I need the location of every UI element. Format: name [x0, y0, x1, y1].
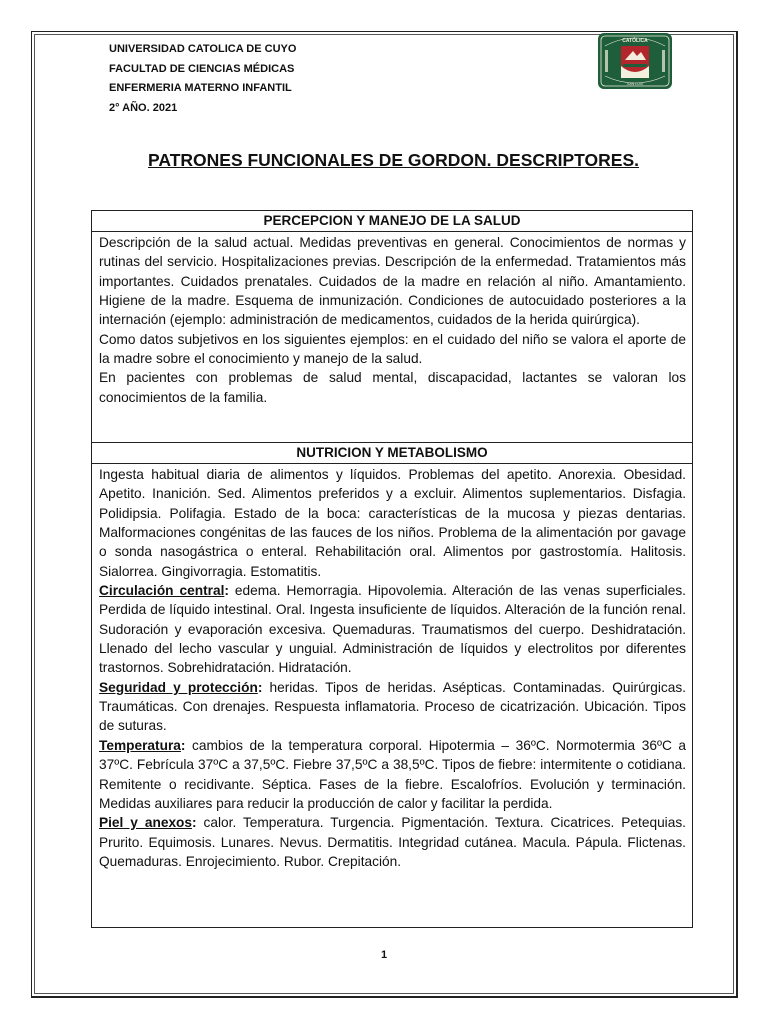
section-heading: NUTRICION Y METABOLISMO: [92, 443, 692, 464]
university-logo: [597, 32, 673, 90]
page-number: 1: [380, 949, 388, 961]
document-title: PATRONES FUNCIONALES DE GORDON. DESCRIPTORES.: [147, 150, 640, 170]
subsection-text: calor. Temperatura. Turgencia. Pigmentación. Textura. Cicatrices. Petequias. Prurito. Equimosis. Lunares. Nevus. Dermatitis. Integridad cutánea. Macula. Pápula. Flictenas. Quemaduras. Enrojecimiento. Rubor. Crepitación.: [99, 815, 686, 869]
section-body: [92, 464, 692, 871]
subsection-circulacion: Circulación central: edema. Hemorragia. Hipovolemia. Alteración de las venas superficiales. Perdida de líquido intestinal. Oral. Ingesta insuficiente de líquidos. Alteración de la función renal. Sudoración y evaporación excesiva. Quemaduras. Traumatismos del cuerpo. Deshidratación. Llenado del lecho vascular y unguial. Administración de líquidos y electrolitos por diferentes trastornos. Sobrehidratación. Hidratación.: [99, 583, 686, 676]
subsection-label: Seguridad y protección: [99, 679, 258, 695]
section-percepcion-salud: [91, 210, 693, 443]
subsection-text: edema. Hemorragia. Hipovolemia. Alteración de las venas superficiales. Perdida de líquido intestinal. Oral. Ingesta insuficiente de líquidos. Alteración de la función renal. Sudoración y evaporación excesiva. Quemaduras. Traumatismos del cuerpo. Deshidratación. Llenado del lecho vascular y unguial. Administración de líquidos y electrolitos por diferentes trastornos. Sobrehidratación. Hidratación.: [99, 583, 686, 676]
section-body: [92, 232, 692, 407]
subsection-piel: Piel y anexos: calor. Temperatura. Turgencia. Pigmentación. Textura. Cicatrices. Petequias. Prurito. Equimosis. Lunares. Nevus. Dermatitis. Integridad cutánea. Macula. Pápula. Flictenas. Quemaduras. Enrojecimiento. Rubor. Crepitación.: [99, 815, 686, 869]
subsection-label: Temperatura: [99, 737, 181, 753]
faculty-name: FACULTAD DE CIENCIAS MÉDICAS: [109, 62, 295, 75]
university-name: UNIVERSIDAD CATOLICA DE CUYO: [109, 43, 297, 55]
course-name: ENFERMERIA MATERNO INFANTIL: [109, 82, 292, 94]
paragraph: Descripción de la salud actual. Medidas preventivas en general. Conocimientos de normas y rutinas del servicio. Hospitalizaciones previas. Descripción de la enfermedad. Tratamientos más importantes. Cuidados prenatales. Cuidados de la madre en relación al niño. Amantamiento. Higiene de la madre. Esquema de inmunización. Condiciones de autocuidado posteriores a la internación (ejemplo: administración de medicamentos, cuidados de la herida quirúrgica).: [99, 235, 686, 328]
subsection-label: Piel y anexos: [99, 815, 193, 831]
subsection-temperatura: Temperatura: cambios de la temperatura corporal. Hipotermia – 36ºC. Normotermia 36ºC a 37ºC. Febrícula 37ºC a 37,5ºC. Fiebre 37,5ºC a 38,5ºC. Tipos de fiebre: intermitente o cotidiana. Remitente o recidivante. Séptica. Fases de la fiebre. Escalofríos. Evolución y terminación. Medidas auxiliares para reducir la producción de calor y facilitar la perdida.: [99, 737, 686, 811]
subsection-text: cambios de la temperatura corporal. Hipotermia – 36ºC. Normotermia 36ºC a 37ºC. Febrícula 37ºC a 37,5ºC. Fiebre 37,5ºC a 38,5ºC. Tipos de fiebre: intermitente o cotidiana. Remitente o recidivante. Séptica. Fases de la fiebre. Escalofríos. Evolución y terminación. Medidas auxiliares para reducir la producción de calor y facilitar la perdida.: [99, 737, 686, 811]
section-nutricion-metabolismo: [91, 443, 693, 928]
course-year: 2° AÑO. 2021: [109, 101, 178, 114]
paragraph: Como datos subjetivos en los siguientes ejemplos: en el cuidado del niño se valora el aporte de la madre sobre el conocimiento y manejo de la salud.: [99, 331, 686, 367]
paragraph: Ingesta habitual diaria de alimentos y líquidos. Problemas del apetito. Anorexia. Obesidad. Apetito. Inanición. Sed. Alimentos preferidos y a excluir. Alimentos suplementarios. Disfagia. Polidipsia. Polifagia. Estado de la boca: características de la mucosa y piezas dentarias. Malformaciones congénitas de las fauces de los niños. Problema de la alimentación por gavage o sonda nasogástrica o enteral. Rehabilitación oral. Alimentos por gastrostomía. Halitosis. Sialorrea. Gingivorragia. Estomatitis.: [99, 467, 686, 579]
subsection-text: heridas. Tipos de heridas. Asépticas. Contaminadas. Quirúrgicas. Traumáticas. Con drenajes. Respuesta inflamatoria. Proceso de cicatrización. Ubicación. Tipos de suturas.: [99, 679, 686, 734]
document-header: [109, 41, 296, 119]
svg-text:SAN LUIS: SAN LUIS: [627, 82, 643, 86]
subsection-seguridad: Seguridad y protección: heridas. Tipos de heridas. Asépticas. Contaminadas. Quirúrgicas. Traumáticas. Con drenajes. Respuesta inflamatoria. Proceso de cicatrización. Ubicación. Tipos de suturas.: [99, 679, 686, 734]
subsection-label: Circulación central: [99, 583, 225, 599]
svg-text:CATÓLICA: CATÓLICA: [622, 38, 648, 44]
paragraph: En pacientes con problemas de salud mental, discapacidad, lactantes se valoran los conocimientos de la familia.: [99, 370, 686, 405]
section-heading: PERCEPCION Y MANEJO DE LA SALUD: [92, 211, 692, 232]
